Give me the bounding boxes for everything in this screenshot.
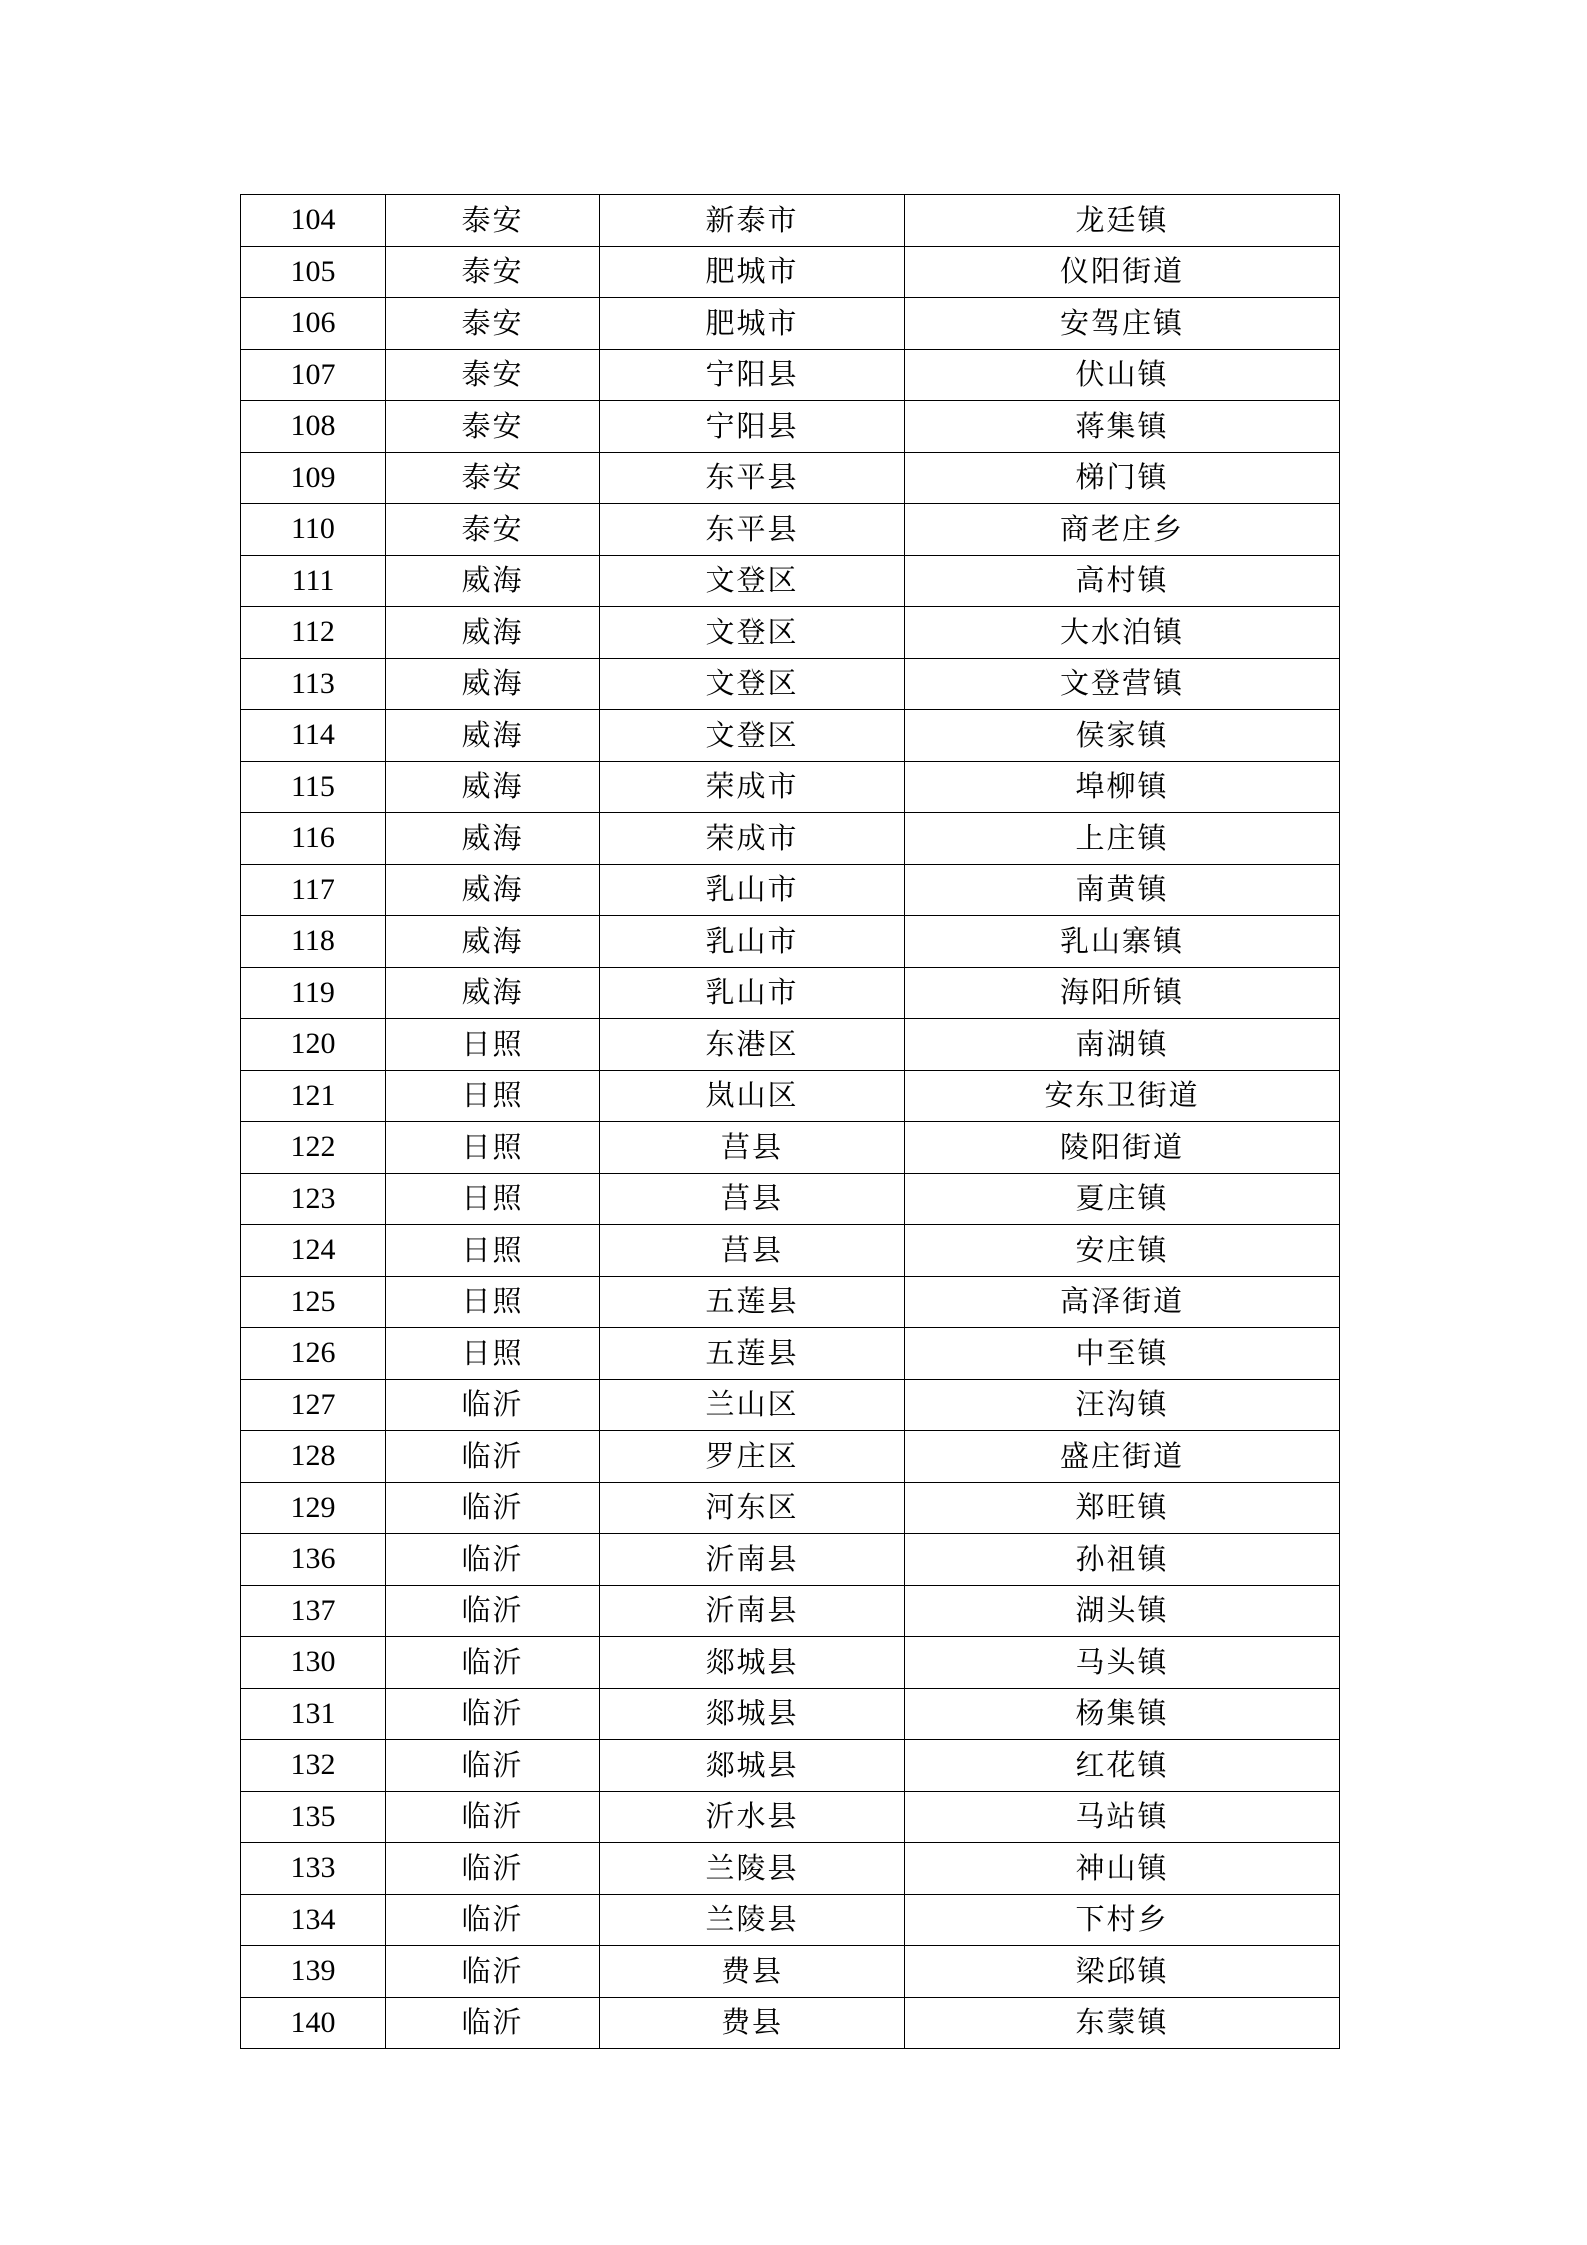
town-cell: 中至镇: [905, 1328, 1340, 1380]
town-cell: 汪沟镇: [905, 1379, 1340, 1431]
county-cell: 荣成市: [600, 813, 905, 865]
county-cell: 郯城县: [600, 1637, 905, 1689]
county-cell: 文登区: [600, 607, 905, 659]
town-cell: 安东卫街道: [905, 1070, 1340, 1122]
city-cell: 威海: [386, 555, 600, 607]
row-number-cell: 127: [241, 1379, 386, 1431]
county-cell: 郯城县: [600, 1688, 905, 1740]
county-cell: 荣成市: [600, 761, 905, 813]
row-number-cell: 104: [241, 195, 386, 247]
city-cell: 临沂: [386, 1482, 600, 1534]
city-cell: 日照: [386, 1019, 600, 1071]
town-cell: 梯门镇: [905, 452, 1340, 504]
city-cell: 日照: [386, 1070, 600, 1122]
city-cell: 威海: [386, 916, 600, 968]
county-cell: 文登区: [600, 710, 905, 762]
town-cell: 盛庄街道: [905, 1431, 1340, 1483]
county-cell: 东平县: [600, 452, 905, 504]
town-cell: 海阳所镇: [905, 967, 1340, 1019]
table-row: [241, 1534, 1340, 1586]
town-cell: 安庄镇: [905, 1225, 1340, 1277]
town-list-table: [240, 194, 1340, 2049]
table-row: [241, 607, 1340, 659]
row-number-cell: 133: [241, 1843, 386, 1895]
county-cell: 东港区: [600, 1019, 905, 1071]
town-cell: 乳山寨镇: [905, 916, 1340, 968]
row-number-cell: 106: [241, 298, 386, 350]
row-number-cell: 107: [241, 349, 386, 401]
town-cell: 南湖镇: [905, 1019, 1340, 1071]
city-cell: 日照: [386, 1173, 600, 1225]
row-number-cell: 122: [241, 1122, 386, 1174]
row-number-cell: 129: [241, 1482, 386, 1534]
city-cell: 临沂: [386, 1688, 600, 1740]
table-row: [241, 761, 1340, 813]
table-row: [241, 1946, 1340, 1998]
town-cell: 湖头镇: [905, 1585, 1340, 1637]
row-number-cell: 134: [241, 1894, 386, 1946]
city-cell: 临沂: [386, 1534, 600, 1586]
town-cell: 马头镇: [905, 1637, 1340, 1689]
town-cell: 东蒙镇: [905, 1997, 1340, 2049]
table-row: [241, 658, 1340, 710]
county-cell: 东平县: [600, 504, 905, 556]
row-number-cell: 137: [241, 1585, 386, 1637]
city-cell: 泰安: [386, 452, 600, 504]
city-cell: 威海: [386, 607, 600, 659]
county-cell: 肥城市: [600, 298, 905, 350]
county-cell: 莒县: [600, 1173, 905, 1225]
city-cell: 泰安: [386, 401, 600, 453]
county-cell: 肥城市: [600, 246, 905, 298]
county-cell: 乳山市: [600, 916, 905, 968]
city-cell: 临沂: [386, 1379, 600, 1431]
city-cell: 威海: [386, 967, 600, 1019]
town-cell: 侯家镇: [905, 710, 1340, 762]
city-cell: 日照: [386, 1225, 600, 1277]
city-cell: 泰安: [386, 195, 600, 247]
town-cell: 上庄镇: [905, 813, 1340, 865]
table-row: [241, 864, 1340, 916]
county-cell: 宁阳县: [600, 349, 905, 401]
table-row: [241, 1585, 1340, 1637]
city-cell: 威海: [386, 658, 600, 710]
county-cell: 五莲县: [600, 1276, 905, 1328]
town-cell: 下村乡: [905, 1894, 1340, 1946]
town-cell: 仪阳街道: [905, 246, 1340, 298]
city-cell: 泰安: [386, 349, 600, 401]
row-number-cell: 128: [241, 1431, 386, 1483]
table-row: [241, 1328, 1340, 1380]
city-cell: 日照: [386, 1122, 600, 1174]
town-cell: 蒋集镇: [905, 401, 1340, 453]
city-cell: 威海: [386, 710, 600, 762]
town-cell: 孙祖镇: [905, 1534, 1340, 1586]
county-cell: 沂南县: [600, 1534, 905, 1586]
city-cell: 临沂: [386, 1791, 600, 1843]
row-number-cell: 140: [241, 1997, 386, 2049]
row-number-cell: 110: [241, 504, 386, 556]
table-row: [241, 504, 1340, 556]
county-cell: 五莲县: [600, 1328, 905, 1380]
city-cell: 临沂: [386, 1740, 600, 1792]
row-number-cell: 112: [241, 607, 386, 659]
table-row: [241, 401, 1340, 453]
table-row: [241, 349, 1340, 401]
row-number-cell: 121: [241, 1070, 386, 1122]
city-cell: 泰安: [386, 504, 600, 556]
county-cell: 河东区: [600, 1482, 905, 1534]
row-number-cell: 115: [241, 761, 386, 813]
city-cell: 日照: [386, 1328, 600, 1380]
town-cell: 安驾庄镇: [905, 298, 1340, 350]
town-cell: 夏庄镇: [905, 1173, 1340, 1225]
row-number-cell: 105: [241, 246, 386, 298]
table-row: [241, 1122, 1340, 1174]
town-cell: 大水泊镇: [905, 607, 1340, 659]
table-row: [241, 1482, 1340, 1534]
row-number-cell: 119: [241, 967, 386, 1019]
row-number-cell: 116: [241, 813, 386, 865]
county-cell: 宁阳县: [600, 401, 905, 453]
town-cell: 杨集镇: [905, 1688, 1340, 1740]
county-cell: 罗庄区: [600, 1431, 905, 1483]
city-cell: 日照: [386, 1276, 600, 1328]
table-body: [241, 195, 1340, 2049]
county-cell: 莒县: [600, 1225, 905, 1277]
county-cell: 岚山区: [600, 1070, 905, 1122]
city-cell: 泰安: [386, 246, 600, 298]
town-cell: 南黄镇: [905, 864, 1340, 916]
town-cell: 神山镇: [905, 1843, 1340, 1895]
row-number-cell: 118: [241, 916, 386, 968]
town-cell: 伏山镇: [905, 349, 1340, 401]
table-row: [241, 1637, 1340, 1689]
county-cell: 费县: [600, 1997, 905, 2049]
table-row: [241, 1740, 1340, 1792]
table-row: [241, 813, 1340, 865]
row-number-cell: 113: [241, 658, 386, 710]
table-row: [241, 1379, 1340, 1431]
table-row: [241, 1688, 1340, 1740]
county-cell: 兰陵县: [600, 1894, 905, 1946]
town-cell: 埠柳镇: [905, 761, 1340, 813]
city-cell: 临沂: [386, 1843, 600, 1895]
table-row: [241, 452, 1340, 504]
city-cell: 泰安: [386, 298, 600, 350]
row-number-cell: 139: [241, 1946, 386, 1998]
town-cell: 红花镇: [905, 1740, 1340, 1792]
table-row: [241, 1997, 1340, 2049]
county-cell: 文登区: [600, 555, 905, 607]
county-cell: 沂南县: [600, 1585, 905, 1637]
row-number-cell: 108: [241, 401, 386, 453]
county-cell: 沂水县: [600, 1791, 905, 1843]
city-cell: 临沂: [386, 1637, 600, 1689]
table-row: [241, 916, 1340, 968]
row-number-cell: 111: [241, 555, 386, 607]
table-row: [241, 1894, 1340, 1946]
row-number-cell: 132: [241, 1740, 386, 1792]
row-number-cell: 136: [241, 1534, 386, 1586]
row-number-cell: 117: [241, 864, 386, 916]
table-row: [241, 1173, 1340, 1225]
county-cell: 乳山市: [600, 967, 905, 1019]
row-number-cell: 109: [241, 452, 386, 504]
county-cell: 新泰市: [600, 195, 905, 247]
town-cell: 龙廷镇: [905, 195, 1340, 247]
town-cell: 高村镇: [905, 555, 1340, 607]
county-cell: 文登区: [600, 658, 905, 710]
table-row: [241, 1791, 1340, 1843]
county-cell: 兰陵县: [600, 1843, 905, 1895]
town-cell: 陵阳街道: [905, 1122, 1340, 1174]
row-number-cell: 114: [241, 710, 386, 762]
table-row: [241, 555, 1340, 607]
row-number-cell: 125: [241, 1276, 386, 1328]
table-row: [241, 1843, 1340, 1895]
town-cell: 文登营镇: [905, 658, 1340, 710]
row-number-cell: 123: [241, 1173, 386, 1225]
row-number-cell: 131: [241, 1688, 386, 1740]
row-number-cell: 120: [241, 1019, 386, 1071]
row-number-cell: 130: [241, 1637, 386, 1689]
table-row: [241, 1225, 1340, 1277]
county-cell: 郯城县: [600, 1740, 905, 1792]
town-cell: 高泽街道: [905, 1276, 1340, 1328]
city-cell: 临沂: [386, 1894, 600, 1946]
table-row: [241, 1431, 1340, 1483]
table-row: [241, 1019, 1340, 1071]
city-cell: 临沂: [386, 1997, 600, 2049]
row-number-cell: 135: [241, 1791, 386, 1843]
county-cell: 费县: [600, 1946, 905, 1998]
county-cell: 莒县: [600, 1122, 905, 1174]
town-cell: 郑旺镇: [905, 1482, 1340, 1534]
table-row: [241, 967, 1340, 1019]
city-cell: 临沂: [386, 1431, 600, 1483]
town-cell: 马站镇: [905, 1791, 1340, 1843]
table-row: [241, 1070, 1340, 1122]
town-cell: 商老庄乡: [905, 504, 1340, 556]
table-row: [241, 710, 1340, 762]
city-cell: 威海: [386, 864, 600, 916]
city-cell: 威海: [386, 813, 600, 865]
table-row: [241, 246, 1340, 298]
row-number-cell: 126: [241, 1328, 386, 1380]
city-cell: 临沂: [386, 1946, 600, 1998]
table-row: [241, 195, 1340, 247]
county-cell: 乳山市: [600, 864, 905, 916]
table-row: [241, 298, 1340, 350]
row-number-cell: 124: [241, 1225, 386, 1277]
city-cell: 临沂: [386, 1585, 600, 1637]
city-cell: 威海: [386, 761, 600, 813]
town-cell: 梁邱镇: [905, 1946, 1340, 1998]
county-cell: 兰山区: [600, 1379, 905, 1431]
table-row: [241, 1276, 1340, 1328]
